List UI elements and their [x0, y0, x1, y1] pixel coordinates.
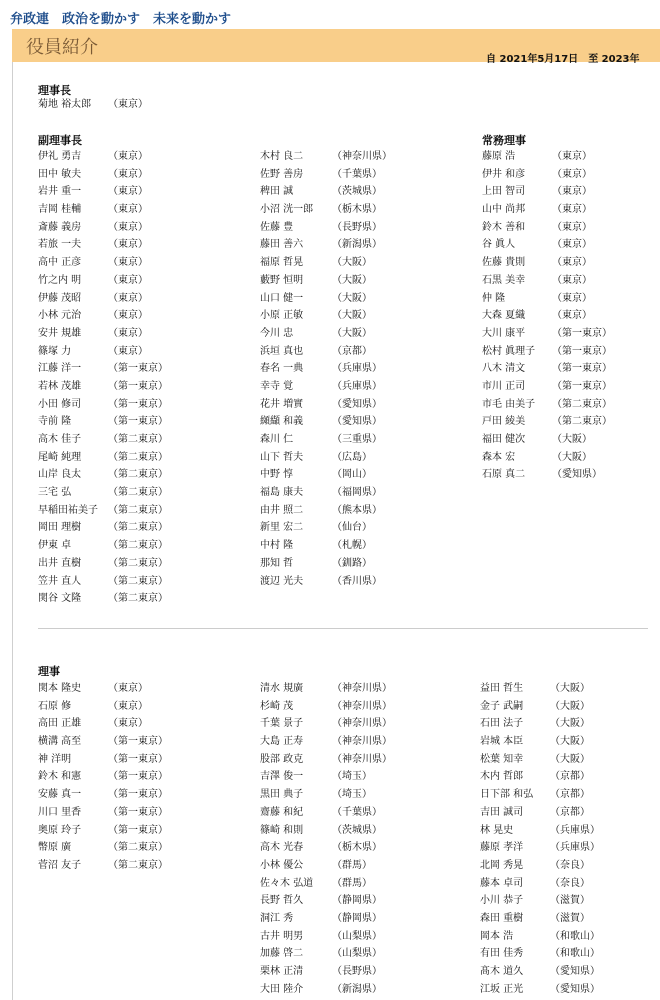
member-bar-association: （和歌山） [550, 948, 600, 960]
member-bar-association: （第二東京） [108, 487, 168, 499]
member-bar-association: （東京） [552, 204, 592, 216]
member-bar-association: （東京） [108, 327, 148, 339]
member-name: 江藤 洋一 [38, 363, 82, 375]
member-bar-association: （仙台） [332, 522, 372, 534]
member-bar-association: （第一東京） [552, 380, 612, 392]
member-bar-association: （東京） [108, 718, 148, 730]
member-name: 岩井 重一 [38, 186, 82, 198]
member-name: 長野 哲久 [260, 895, 304, 907]
member-bar-association: （第二東京） [108, 593, 168, 605]
member-name: 伊礼 勇吉 [38, 151, 82, 162]
member-name: 斎藤 義房 [38, 221, 82, 233]
member-name: 吉岡 桂輔 [38, 204, 82, 216]
member-name: 新里 宏二 [260, 522, 304, 534]
member-bar-association: （大阪） [550, 736, 590, 748]
member-name: 岩城 本臣 [480, 736, 524, 748]
member-bar-association: （埼玉） [332, 789, 372, 801]
member-name: 小田 修司 [38, 398, 82, 410]
member-name: 若旅 一夫 [38, 239, 82, 251]
section-divider [38, 628, 648, 629]
chairman-heading: 理事長 [38, 84, 71, 97]
member-name: 松村 眞理子 [482, 345, 536, 357]
member-name: 大森 夏織 [482, 310, 526, 322]
member-name: 森本 宏 [482, 451, 516, 463]
member-name: 岡本 浩 [480, 930, 514, 942]
member-name: 高木 光春 [260, 842, 304, 854]
member-name: 松葉 知幸 [480, 753, 524, 765]
member-name: 三宅 弘 [38, 487, 72, 499]
member-bar-association: （兵庫県） [550, 842, 600, 854]
member-bar-association: （愛知県） [332, 398, 382, 410]
member-name: 大川 康平 [482, 327, 526, 339]
member-name: 山中 尚邦 [482, 204, 526, 216]
member-name: 小沼 洸一郎 [260, 204, 314, 216]
member-bar-association: （神奈川県） [332, 700, 392, 712]
member-bar-association: （第一東京） [108, 416, 168, 428]
member-bar-association: （滋賀） [550, 895, 590, 907]
executive-director-heading: 常務理事 [482, 134, 526, 147]
member-bar-association: （第一東京） [108, 363, 168, 375]
member-bar-association: （第二東京） [552, 398, 612, 410]
member-name: 伊藤 茂昭 [38, 292, 82, 304]
member-bar-association: （新潟県） [332, 983, 382, 995]
member-name: 益田 哲生 [480, 683, 524, 694]
member-bar-association: （大阪） [552, 451, 592, 463]
member-bar-association: （新潟県） [332, 239, 382, 251]
member-bar-association: （京都） [332, 345, 372, 357]
member-bar-association: （東京） [108, 239, 148, 251]
member-name: 小原 正敏 [260, 310, 304, 322]
member-bar-association: （札幌） [332, 540, 372, 552]
member-name: 仲 隆 [482, 292, 506, 304]
member-bar-association: （山梨県） [332, 930, 382, 942]
member-name: 千葉 景子 [260, 718, 304, 730]
member-name: 日下部 和弘 [480, 789, 534, 801]
member-bar-association: （京都） [550, 806, 590, 818]
member-bar-association: （千葉県） [332, 806, 382, 818]
member-name: 林 晃史 [480, 824, 514, 836]
member-bar-association: （東京） [552, 257, 592, 269]
member-bar-association: （京都） [550, 789, 590, 801]
member-name: 森田 重樹 [480, 912, 524, 924]
member-name: 浜垣 真也 [260, 345, 304, 357]
member-bar-association: （第一東京） [108, 753, 168, 765]
date-to: 至 2023年 [588, 54, 640, 65]
member-bar-association: （東京） [108, 204, 148, 216]
member-bar-association: （広島） [332, 451, 372, 463]
member-name: 那知 哲 [260, 557, 294, 569]
member-name: 幸寺 覚 [260, 380, 294, 392]
member-bar-association: （群馬） [332, 859, 372, 871]
member-bar-association: （第二東京） [108, 469, 168, 481]
member-bar-association: （第一東京） [108, 806, 168, 818]
member-bar-association: （静岡県） [332, 912, 382, 924]
member-name: 早稲田祐美子 [38, 504, 98, 516]
member-bar-association: （岡山） [332, 469, 372, 481]
member-name: 安井 規雄 [38, 327, 82, 339]
member-name: 股部 政克 [260, 753, 304, 765]
member-name: 清水 規廣 [260, 683, 304, 694]
member-name: 伊井 和彦 [482, 168, 526, 180]
member-name: 木内 哲郎 [480, 771, 524, 783]
member-name: 谷 眞人 [482, 239, 516, 251]
member-bar-association: （神奈川県） [332, 151, 392, 162]
member-bar-association: （大阪） [332, 327, 372, 339]
member-bar-association: （大阪） [332, 310, 372, 322]
term-dates [486, 50, 650, 65]
member-name: 金子 武嗣 [480, 700, 524, 712]
member-name: 洞江 秀 [260, 912, 294, 924]
member-bar-association: （第二東京） [108, 575, 168, 587]
member-name: 高木 佳子 [38, 434, 82, 445]
member-bar-association: （第二東京） [108, 434, 168, 445]
member-name: 神 洋明 [38, 753, 72, 765]
member-bar-association: （茨城県） [332, 824, 382, 836]
site-tagline[interactable]: 弁政連 政治を動かす 未来を動かす [10, 12, 232, 27]
member-name: 菊地 裕太郎 [38, 99, 92, 110]
member-bar-association: （愛知県） [552, 469, 602, 481]
member-name: 関谷 文隆 [38, 593, 82, 605]
member-name: 藤原 孝洋 [480, 842, 524, 854]
member-name: 藤原 浩 [482, 151, 516, 162]
member-bar-association: （東京） [108, 683, 148, 694]
member-bar-association: （兵庫県） [332, 363, 382, 375]
member-bar-association: （東京） [552, 239, 592, 251]
member-bar-association: （東京） [552, 310, 592, 322]
member-name: 奥原 玲子 [38, 824, 82, 836]
member-bar-association: （大阪） [550, 753, 590, 765]
member-name: 八木 清文 [482, 363, 526, 375]
member-name: 若林 茂雄 [38, 380, 82, 392]
member-name: 木村 良二 [260, 151, 304, 162]
member-name: 今川 忠 [260, 327, 294, 339]
member-bar-association: （群馬） [332, 877, 372, 889]
member-bar-association: （第二東京） [108, 842, 168, 854]
member-bar-association: （第一東京） [108, 824, 168, 836]
member-name: 髙木 道久 [480, 966, 524, 977]
member-name: 安藤 真一 [38, 789, 82, 801]
member-name: 伊東 卓 [38, 540, 72, 552]
member-bar-association: （東京） [108, 186, 148, 198]
member-bar-association: （東京） [108, 151, 148, 162]
member-name: 佐野 善房 [260, 168, 304, 180]
member-name: 出井 直樹 [38, 557, 82, 569]
member-bar-association: （滋賀） [550, 912, 590, 924]
member-name: 鈴木 善和 [482, 221, 526, 233]
member-name: 加藤 啓二 [260, 948, 304, 960]
vice-chair-heading: 副理事長 [38, 134, 82, 147]
member-name: 黒田 典子 [260, 789, 304, 801]
member-bar-association: （東京） [552, 292, 592, 304]
member-name: 纐纈 和義 [260, 416, 304, 428]
member-bar-association: （和歌山） [550, 930, 600, 942]
member-bar-association: （東京） [552, 186, 592, 198]
member-bar-association: （第二東京） [108, 557, 168, 569]
member-name: 齋藤 和紀 [260, 806, 304, 818]
member-bar-association: （第一東京） [108, 380, 168, 392]
member-bar-association: （茨城県） [332, 186, 382, 198]
member-name: 藤本 卓司 [480, 877, 524, 889]
member-bar-association: （愛知県） [332, 416, 382, 428]
member-name: 戸田 綾美 [482, 416, 526, 428]
member-bar-association: （京都） [550, 771, 590, 783]
member-name: 田中 敏夫 [38, 168, 82, 180]
member-name: 中村 隆 [260, 540, 294, 552]
member-name: 稗田 誠 [260, 186, 294, 198]
member-name: 鈴木 和憲 [38, 771, 82, 783]
member-bar-association: （第二東京） [552, 416, 612, 428]
member-name: 有田 佳秀 [480, 948, 524, 960]
member-bar-association: （東京） [552, 168, 592, 180]
member-bar-association: （栃木県） [332, 204, 382, 216]
member-bar-association: （静岡県） [332, 895, 382, 907]
member-bar-association: （東京） [552, 221, 592, 233]
member-bar-association: （神奈川県） [332, 753, 392, 765]
member-bar-association: （東京） [552, 274, 592, 286]
member-name: 中野 惇 [260, 469, 294, 481]
member-name: 山下 哲夫 [260, 451, 304, 463]
member-name: 吉田 誠司 [480, 806, 524, 818]
member-name: 福田 健次 [482, 434, 526, 445]
member-name: 渡辺 光夫 [260, 575, 304, 587]
member-bar-association: （第一東京） [108, 789, 168, 801]
member-bar-association: （埼玉） [332, 771, 372, 783]
member-bar-association: （神奈川県） [332, 683, 392, 694]
member-bar-association: （大阪） [552, 434, 592, 445]
member-name: 幣原 廣 [38, 842, 72, 854]
member-name: 栗林 正清 [260, 966, 304, 977]
member-name: 石田 法子 [480, 718, 524, 730]
member-name: 小林 優公 [260, 859, 304, 871]
member-name: 石原 修 [38, 700, 72, 712]
member-name: 山岸 良太 [38, 469, 82, 481]
member-name: 関本 隆史 [38, 683, 82, 694]
member-name: 岡田 理樹 [38, 522, 82, 534]
member-bar-association: （香川県） [332, 575, 382, 587]
member-name: 大島 正寿 [260, 736, 304, 748]
member-name: 竹之内 明 [38, 274, 82, 286]
member-name: 森川 仁 [260, 434, 294, 445]
member-bar-association: （長野県） [332, 966, 382, 977]
member-bar-association: （第一東京） [108, 398, 168, 410]
member-name: 上田 智司 [482, 186, 526, 198]
member-bar-association: （熊本県） [332, 504, 382, 516]
member-name: 花井 増實 [260, 398, 304, 410]
member-name: 福原 哲晃 [260, 257, 304, 269]
member-name: 小川 恭子 [480, 895, 524, 907]
member-bar-association: （第一東京） [552, 327, 612, 339]
member-bar-association: （第二東京） [108, 859, 168, 871]
member-bar-association: （千葉県） [332, 168, 382, 180]
member-name: 由井 照二 [260, 504, 304, 516]
member-name: 川口 里香 [38, 806, 82, 818]
member-bar-association: （東京） [108, 221, 148, 233]
member-bar-association: （奈良） [550, 877, 590, 889]
member-bar-association: （東京） [108, 274, 148, 286]
member-bar-association: （東京） [108, 257, 148, 269]
member-bar-association: （神奈川県） [332, 736, 392, 748]
date-from: 自 2021年5月17日 [486, 54, 579, 65]
member-bar-association: （釧路） [332, 557, 372, 569]
member-bar-association: （神奈川県） [332, 718, 392, 730]
page-title: 役員紹介 [26, 37, 98, 58]
member-bar-association: （第一東京） [552, 363, 612, 375]
member-bar-association: （東京） [552, 151, 592, 162]
member-name: 春名 一典 [260, 363, 304, 375]
member-name: 市川 正司 [482, 380, 526, 392]
member-bar-association: （大阪） [332, 257, 372, 269]
member-bar-association: （東京） [108, 700, 148, 712]
member-bar-association: （山梨県） [332, 948, 382, 960]
member-name: 古井 明男 [260, 930, 304, 942]
member-bar-association: （東京） [108, 168, 148, 180]
member-name: 小林 元治 [38, 310, 82, 322]
director-heading: 理事 [38, 665, 60, 678]
member-bar-association: （大阪） [332, 292, 372, 304]
member-bar-association: （兵庫県） [332, 380, 382, 392]
content-border [12, 62, 13, 1000]
member-bar-association: （奈良） [550, 859, 590, 871]
member-name: 高中 正彦 [38, 257, 82, 269]
member-bar-association: （大阪） [550, 700, 590, 712]
member-name: 杉崎 茂 [260, 700, 294, 712]
member-name: 藪野 恒明 [260, 274, 304, 286]
member-name: 吉澤 俊一 [260, 771, 304, 783]
member-bar-association: （第二東京） [108, 504, 168, 516]
member-name: 藤田 善六 [260, 239, 304, 251]
member-bar-association: （大阪） [332, 274, 372, 286]
member-bar-association: （東京） [108, 99, 148, 110]
member-name: 高田 正雄 [38, 718, 82, 730]
member-bar-association: （第二東京） [108, 451, 168, 463]
member-name: 佐藤 貴則 [482, 257, 526, 269]
member-bar-association: （愛知県） [550, 983, 600, 995]
member-name: 菅沼 友子 [38, 859, 82, 871]
member-name: 尾崎 純理 [38, 451, 82, 463]
member-name: 福島 康夫 [260, 487, 304, 499]
member-bar-association: （東京） [108, 345, 148, 357]
member-bar-association: （第二東京） [108, 540, 168, 552]
member-bar-association: （大阪） [550, 718, 590, 730]
member-name: 市毛 由美子 [482, 398, 536, 410]
member-name: 佐藤 豊 [260, 221, 294, 233]
member-bar-association: （東京） [108, 292, 148, 304]
member-name: 山口 健一 [260, 292, 304, 304]
member-bar-association: （愛知県） [550, 966, 600, 977]
member-name: 笠井 直人 [38, 575, 82, 587]
member-name: 佐々木 弘道 [260, 877, 314, 889]
member-name: 寺前 隆 [38, 416, 72, 428]
member-bar-association: （第一東京） [108, 736, 168, 748]
member-bar-association: （第一東京） [108, 771, 168, 783]
member-name: 篠塚 力 [38, 345, 72, 357]
member-bar-association: （第二東京） [108, 522, 168, 534]
member-name: 江坂 正光 [480, 983, 524, 995]
member-bar-association: （栃木県） [332, 842, 382, 854]
member-name: 大田 陸介 [260, 983, 304, 995]
member-name: 石原 真二 [482, 469, 526, 481]
member-bar-association: （東京） [108, 310, 148, 322]
member-bar-association: （大阪） [550, 683, 590, 694]
member-name: 篠崎 和則 [260, 824, 304, 836]
member-name: 石黒 美幸 [482, 274, 526, 286]
member-name: 北岡 秀晃 [480, 859, 524, 871]
member-bar-association: （福岡県） [332, 487, 382, 499]
member-bar-association: （三重県） [332, 434, 382, 445]
member-name: 横溝 高至 [38, 736, 82, 748]
member-bar-association: （第一東京） [552, 345, 612, 357]
member-bar-association: （兵庫県） [550, 824, 600, 836]
member-bar-association: （長野県） [332, 221, 382, 233]
